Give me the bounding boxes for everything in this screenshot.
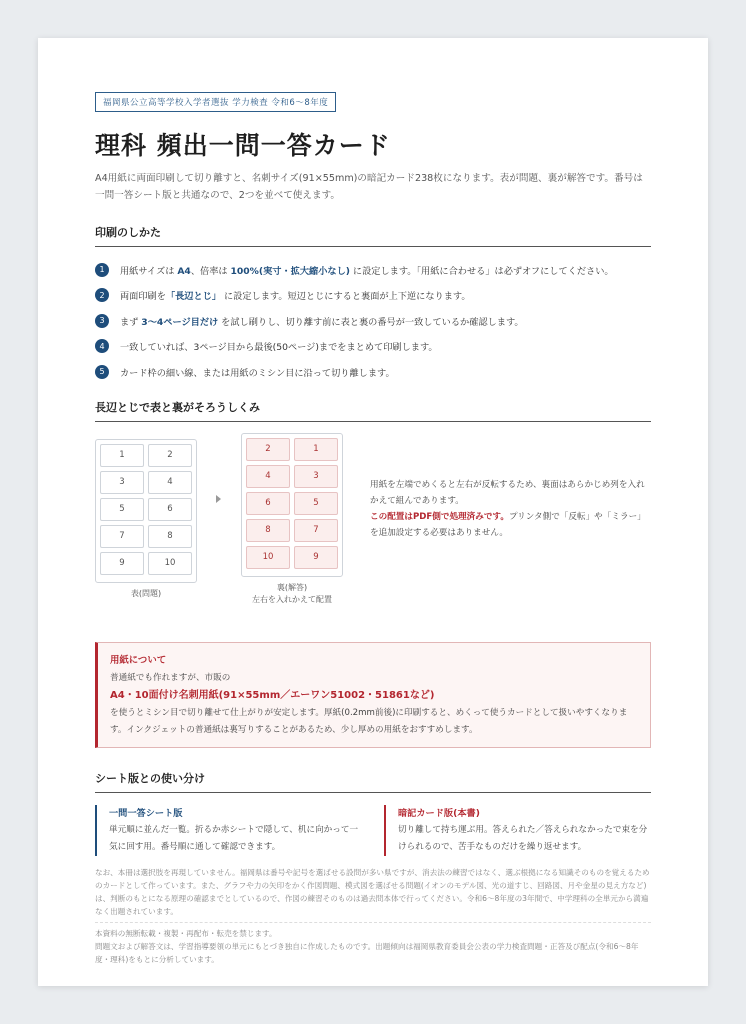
step-text	[120, 314, 524, 328]
step-text-part: まず	[120, 316, 142, 328]
step-item	[95, 308, 651, 334]
front-sheet	[95, 439, 197, 583]
back-card-cell: 5	[294, 492, 338, 515]
step-text-part: に設定します。「用紙に合わせる」は必ずオフにしてください。	[349, 265, 614, 277]
diagram-text: 用紙を左端でめくると左右が反転するため、裏面はあらかじめ列を入れかえて組んであります。	[370, 479, 645, 506]
front-card-cell: 5	[100, 498, 144, 521]
footer-copyright	[95, 922, 651, 966]
intro-text: A4用紙に両面印刷して切り離すと、名刺サイズ(91×55mm)の暗記カード238枚になります。表が問題、裏が解答です。番号は一問一答シート版と共通なので、2つを並べて使えます。	[95, 173, 643, 201]
step-highlight: 3〜4ページ目だけ	[141, 316, 219, 328]
back-card-cell: 8	[246, 519, 290, 542]
back-card-cell: 7	[294, 519, 338, 542]
front-card-cell: 2	[148, 444, 192, 467]
step-highlight: 100%(実寸・拡大縮小なし)	[230, 265, 350, 277]
paper-note-line1: 普通紙でも作れますが、市販の	[110, 672, 231, 683]
page-title: 理科 頻出一問一答カード	[95, 131, 391, 160]
step-number: 4	[95, 339, 109, 353]
back-card-grid	[246, 438, 338, 569]
footer-note: なお、本冊は選択肢を再現していません。福岡県は番号や記号を選ばせる設問が多い県ですが、消去法の練習ではなく、選ぶ根拠になる知識そのものを覚えるためのカードとして作っています。また、グラフや力の矢印をかく作図問題、模式図を選ばせる問題(イオンのモデル図、光の道すじ、回路図、月や金星の見え方など)は、判断のもとになる原理の確認までとしているので、作図の練習そのものは過去問本体で行ってください。令和6～8年度の3年間で、中学理科の全単元から満遍なく出題されています。	[95, 867, 650, 916]
front-card-cell: 7	[100, 525, 144, 548]
usage-section-heading: シート版との使い分け	[95, 770, 651, 793]
step-highlight: A4	[177, 265, 191, 277]
back-card-cell: 2	[246, 438, 290, 461]
sheet-version-column	[95, 805, 362, 856]
print-section-heading: 印刷のしかた	[95, 224, 651, 247]
front-card-cell: 10	[148, 552, 192, 575]
back-caption-line2: 左右を入れかえて配置	[252, 594, 332, 604]
usage-columns	[95, 805, 651, 856]
back-card-cell: 6	[246, 492, 290, 515]
back-caption-line1: 裏(解答)	[276, 582, 308, 592]
step-text-part: 用紙サイズは	[120, 265, 178, 277]
paper-note-title: 用紙について	[110, 654, 167, 666]
front-card-cell: 3	[100, 471, 144, 494]
diagram-text: プリンタ側で「反転」や「ミラー」を追加設定する必要はありません。	[370, 511, 646, 538]
back-card-cell: 4	[246, 465, 290, 488]
step-item	[95, 283, 651, 309]
step-number: 2	[95, 288, 109, 302]
back-card-cell: 10	[246, 546, 290, 569]
paper-note-box	[95, 642, 651, 748]
step-number: 3	[95, 314, 109, 328]
back-sheet	[241, 433, 343, 577]
step-number: 1	[95, 263, 109, 277]
step-highlight: 「長辺とじ」	[165, 291, 222, 303]
diagram-section-heading: 長辺とじで表と裏がそろうしくみ	[95, 399, 651, 422]
step-text-part: 両面印刷を	[120, 291, 166, 303]
front-card-grid	[100, 444, 192, 575]
diagram-explanation	[370, 477, 652, 541]
back-card-cell: 9	[294, 546, 338, 569]
paper-note-product: A4・10面付け名刺用紙(91×55mm／エーワン51002・51861など)	[110, 689, 435, 701]
back-card-cell: 1	[294, 438, 338, 461]
step-text	[120, 263, 614, 277]
page-content	[95, 90, 651, 966]
step-text-part: を試し刷りし、切り離す前に表と裏の番号が一致しているか確認します。	[218, 316, 524, 328]
sheet-version-body: 単元順に並んだ一覧。折るか赤シートで隠して、机に向かって一気に回す用。番号順に通して確認できます。	[109, 824, 359, 852]
step-text-part: 、倍率は	[190, 265, 231, 277]
step-text: カード枠の細い線、または用紙のミシン目に沿って切り離します。	[120, 367, 395, 379]
front-caption: 表(問題)	[130, 588, 162, 598]
sheet-version-title: 一問一答シート版	[109, 807, 183, 819]
step-item	[95, 334, 651, 360]
back-card-cell: 3	[294, 465, 338, 488]
source-notice: 問題文および解答文は、学習指導要領の単元にもとづき独自に作成したものです。出題傾向は福岡県教育委員会公表の学力検査問題・正答及び配点(令和6～8年度・理科)をもとに分析しています。	[95, 941, 639, 964]
front-card-cell: 8	[148, 525, 192, 548]
paper-note-line3: を使うとミシン目で切り離せて仕上がりが安定します。厚紙(0.2mm前後)に印刷すると、めくって使うカードとして扱いやすくなります。インクジェットの普通紙は裏写りすることがあるため、少し厚めの用紙をおすすめします。	[110, 707, 628, 735]
card-version-title: 暗記カード版(本書)	[398, 807, 480, 819]
document-page	[38, 38, 708, 986]
front-card-cell: 6	[148, 498, 192, 521]
step-text-part: に設定します。短辺とじにすると裏面が上下逆になります。	[221, 291, 471, 303]
step-item	[95, 257, 651, 283]
exam-tag: 福岡県公立高等学校入学者選抜 学力検査 令和6～8年度	[95, 92, 336, 112]
step-text	[120, 288, 471, 302]
print-steps-list	[95, 257, 651, 385]
front-card-cell: 1	[100, 444, 144, 467]
front-card-cell: 9	[100, 552, 144, 575]
copyright-notice: 本資料の無断転載・複製・再配布・転売を禁じます。	[95, 928, 277, 938]
step-number: 5	[95, 365, 109, 379]
front-card-cell: 4	[148, 471, 192, 494]
step-item	[95, 359, 651, 385]
arrow-right-icon	[216, 495, 221, 503]
duplex-diagram	[95, 422, 651, 620]
back-caption	[231, 582, 353, 606]
step-text: 一致していれば、3ページ目から最後(50ページ)までをまとめて印刷します。	[120, 342, 438, 354]
diagram-text-highlight: この配置はPDF側で処理済みです。	[370, 511, 509, 522]
card-version-column	[384, 805, 651, 856]
card-version-body: 切り離して持ち運ぶ用。答えられた／答えられなかったで束を分けられるので、苦手なものだけを繰り返せます。	[398, 824, 648, 852]
